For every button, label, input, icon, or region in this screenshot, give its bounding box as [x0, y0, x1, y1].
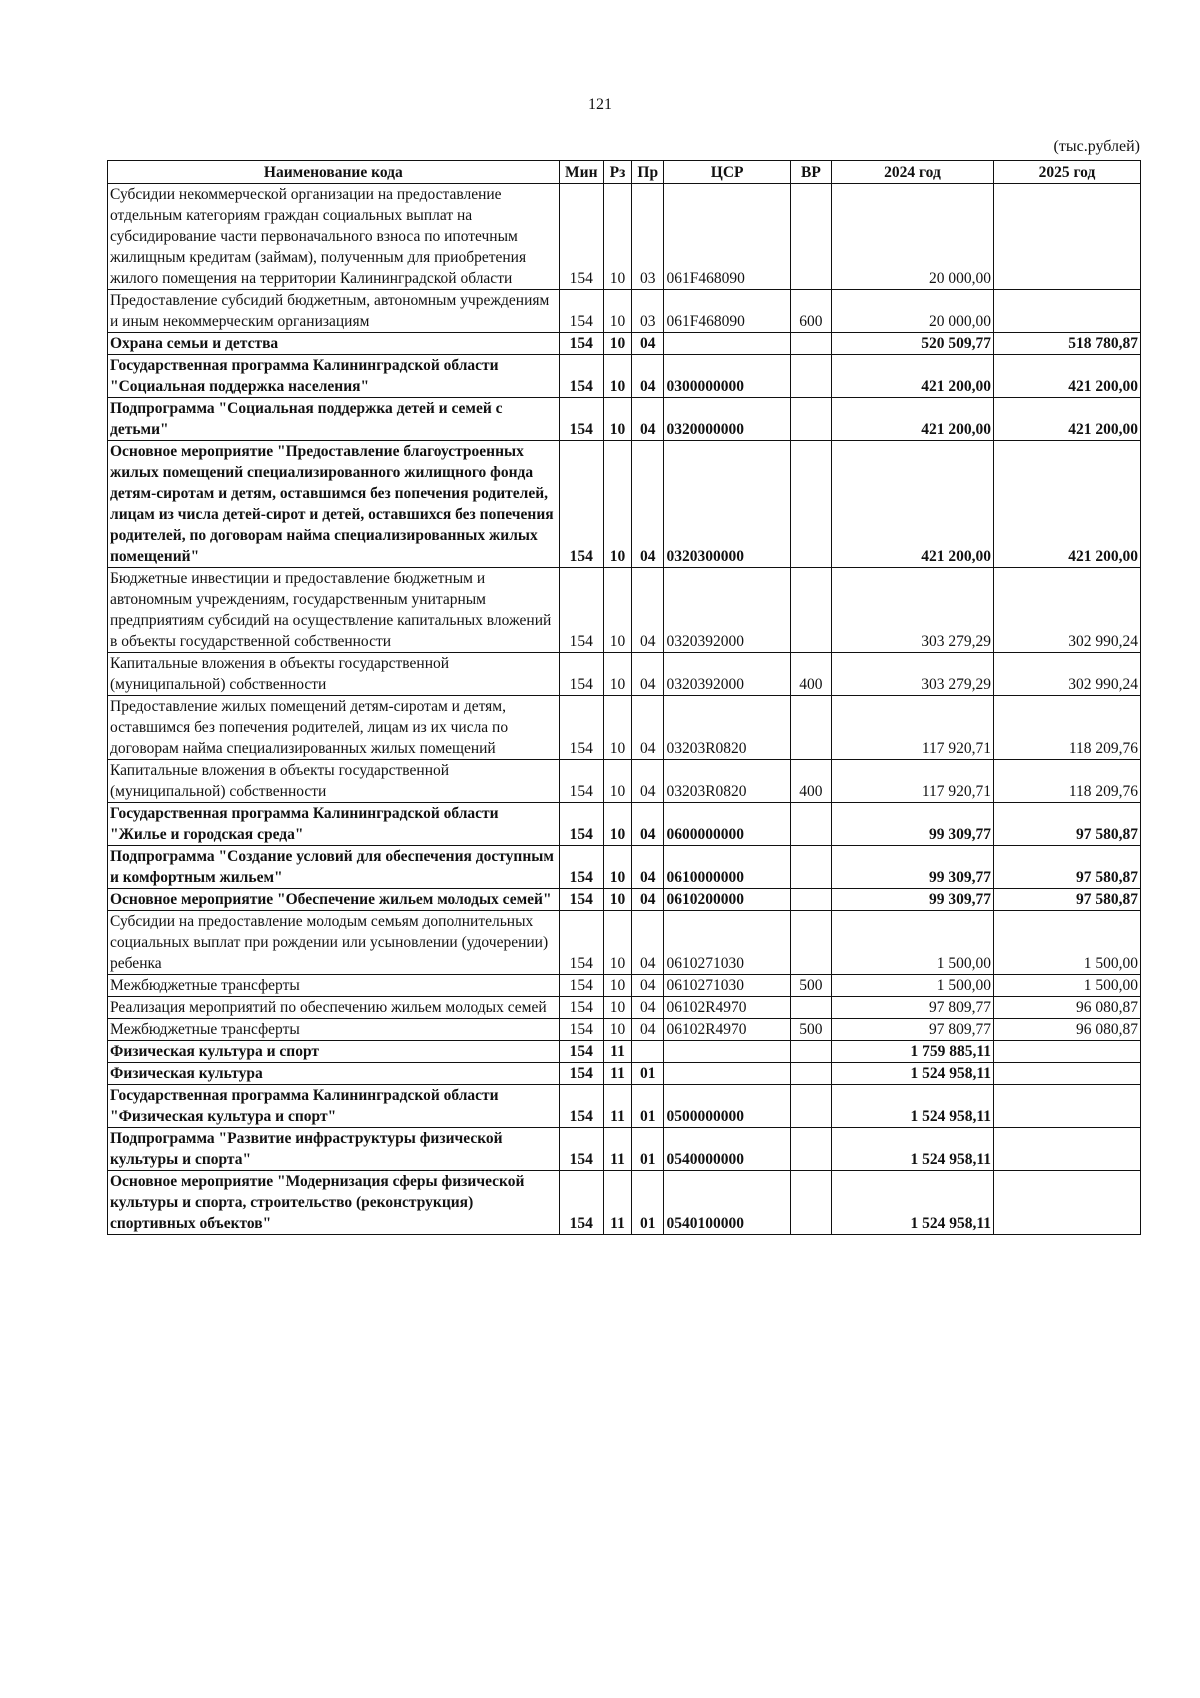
cell-name: Реализация мероприятий по обеспечению жильем молодых семей	[108, 997, 560, 1019]
table-row	[108, 398, 1141, 441]
cell-rz: 10	[603, 398, 631, 441]
cell-2024: 99 309,77	[831, 803, 993, 846]
cell-min: 154	[559, 1041, 603, 1063]
cell-min: 154	[559, 653, 603, 696]
cell-vr	[790, 184, 831, 290]
cell-min: 154	[559, 1063, 603, 1085]
cell-name: Основное мероприятие "Обеспечение жильем молодых семей"	[108, 889, 560, 911]
cell-min: 154	[559, 398, 603, 441]
header-vr: ВР	[790, 161, 831, 184]
cell-rz: 10	[603, 184, 631, 290]
cell-rz: 10	[603, 911, 631, 975]
cell-2025: 118 209,76	[994, 696, 1141, 760]
cell-name: Основное мероприятие "Предоставление благоустроенных жилых помещений специализированного жилищного фонда детям-сиротам и детям, оставшимся без попечения родителей, лицам из числа детей-сирот и детей, оставшихся без попечения родителей, по договорам найма специализированных жилых помещений"	[108, 441, 560, 568]
cell-name: Охрана семьи и детства	[108, 333, 560, 355]
cell-name: Физическая культура и спорт	[108, 1041, 560, 1063]
cell-vr	[790, 889, 831, 911]
cell-csr: 0320300000	[664, 441, 790, 568]
cell-pr: 04	[632, 653, 664, 696]
cell-rz: 11	[603, 1128, 631, 1171]
cell-min: 154	[559, 568, 603, 653]
cell-min: 154	[559, 911, 603, 975]
cell-name: Межбюджетные трансферты	[108, 1019, 560, 1041]
table-row	[108, 184, 1141, 290]
cell-pr: 04	[632, 889, 664, 911]
cell-2025: 96 080,87	[994, 1019, 1141, 1041]
table-row	[108, 846, 1141, 889]
cell-pr: 01	[632, 1128, 664, 1171]
cell-min: 154	[559, 889, 603, 911]
cell-pr: 04	[632, 568, 664, 653]
cell-2025: 97 580,87	[994, 846, 1141, 889]
cell-min: 154	[559, 1128, 603, 1171]
cell-2025: 302 990,24	[994, 653, 1141, 696]
cell-name: Субсидии некоммерческой организации на предоставление отдельным категориям граждан социальных выплат на субсидирование части первоначального взноса по ипотечным жилищным кредитам (займам), полученным для приобретения жилого помещения на территории Калининградской области	[108, 184, 560, 290]
cell-2025	[994, 1041, 1141, 1063]
cell-2025: 97 580,87	[994, 803, 1141, 846]
cell-2025	[994, 1128, 1141, 1171]
cell-vr	[790, 1085, 831, 1128]
header-2025: 2025 год	[994, 161, 1141, 184]
cell-2024: 303 279,29	[831, 653, 993, 696]
cell-rz: 10	[603, 653, 631, 696]
cell-csr: 06102R4970	[664, 1019, 790, 1041]
cell-min: 154	[559, 1171, 603, 1235]
table-row	[108, 355, 1141, 398]
cell-2025: 1 500,00	[994, 975, 1141, 997]
cell-csr: 061F468090	[664, 184, 790, 290]
cell-name: Государственная программа Калининградской области "Физическая культура и спорт"	[108, 1085, 560, 1128]
cell-csr: 06102R4970	[664, 997, 790, 1019]
cell-csr: 0320000000	[664, 398, 790, 441]
cell-pr: 04	[632, 696, 664, 760]
cell-pr: 03	[632, 290, 664, 333]
cell-pr: 04	[632, 911, 664, 975]
cell-vr	[790, 355, 831, 398]
cell-2025: 518 780,87	[994, 333, 1141, 355]
cell-vr	[790, 846, 831, 889]
cell-name: Субсидии на предоставление молодым семьям дополнительных социальных выплат при рождении или усыновлении (удочерении) ребенка	[108, 911, 560, 975]
cell-min: 154	[559, 184, 603, 290]
cell-name: Межбюджетные трансферты	[108, 975, 560, 997]
table-body	[108, 184, 1141, 1235]
units-label: (тыс.рублей)	[1053, 138, 1140, 155]
cell-rz: 10	[603, 846, 631, 889]
cell-min: 154	[559, 290, 603, 333]
cell-vr	[790, 333, 831, 355]
cell-2024: 1 500,00	[831, 911, 993, 975]
cell-csr: 0540000000	[664, 1128, 790, 1171]
table-row	[108, 975, 1141, 997]
cell-rz: 11	[603, 1085, 631, 1128]
cell-pr	[632, 1041, 664, 1063]
cell-rz: 10	[603, 290, 631, 333]
cell-pr: 04	[632, 975, 664, 997]
table-row	[108, 760, 1141, 803]
cell-2024: 421 200,00	[831, 398, 993, 441]
cell-name: Подпрограмма "Социальная поддержка детей и семей с детьми"	[108, 398, 560, 441]
cell-vr	[790, 568, 831, 653]
header-rz: Рз	[603, 161, 631, 184]
table-row	[108, 997, 1141, 1019]
cell-vr	[790, 696, 831, 760]
cell-2024: 303 279,29	[831, 568, 993, 653]
cell-2024: 20 000,00	[831, 290, 993, 333]
cell-vr: 500	[790, 1019, 831, 1041]
cell-2024: 421 200,00	[831, 441, 993, 568]
table-row	[108, 1063, 1141, 1085]
cell-vr	[790, 1041, 831, 1063]
cell-pr: 04	[632, 333, 664, 355]
cell-min: 154	[559, 333, 603, 355]
cell-pr: 01	[632, 1063, 664, 1085]
cell-csr	[664, 333, 790, 355]
cell-csr: 0320392000	[664, 653, 790, 696]
table-row	[108, 441, 1141, 568]
budget-table	[107, 160, 1141, 1235]
cell-2024: 1 759 885,11	[831, 1041, 993, 1063]
cell-vr	[790, 1128, 831, 1171]
cell-rz: 11	[603, 1041, 631, 1063]
cell-name: Физическая культура	[108, 1063, 560, 1085]
cell-pr: 03	[632, 184, 664, 290]
cell-rz: 10	[603, 441, 631, 568]
cell-csr: 0320392000	[664, 568, 790, 653]
cell-name: Основное мероприятие "Модернизация сферы физической культуры и спорта, строительство (реконструкция) спортивных объектов"	[108, 1171, 560, 1235]
cell-2025	[994, 290, 1141, 333]
cell-2024: 1 524 958,11	[831, 1063, 993, 1085]
cell-min: 154	[559, 760, 603, 803]
cell-vr	[790, 1171, 831, 1235]
cell-csr: 0610200000	[664, 889, 790, 911]
cell-2024: 1 524 958,11	[831, 1171, 993, 1235]
cell-csr: 03203R0820	[664, 760, 790, 803]
header-row	[108, 161, 1141, 184]
cell-vr: 400	[790, 653, 831, 696]
cell-2024: 520 509,77	[831, 333, 993, 355]
cell-vr	[790, 441, 831, 568]
cell-2024: 117 920,71	[831, 760, 993, 803]
cell-rz: 10	[603, 760, 631, 803]
table-row	[108, 1041, 1141, 1063]
cell-csr: 0600000000	[664, 803, 790, 846]
cell-pr: 01	[632, 1085, 664, 1128]
table-row	[108, 889, 1141, 911]
cell-rz: 10	[603, 997, 631, 1019]
cell-pr: 04	[632, 846, 664, 889]
cell-2024: 97 809,77	[831, 997, 993, 1019]
cell-name: Бюджетные инвестиции и предоставление бюджетным и автономным учреждениям, государственным унитарным предприятиям субсидий на осуществление капитальных вложений в объекты государственной собственности	[108, 568, 560, 653]
cell-2024: 1 524 958,11	[831, 1085, 993, 1128]
cell-name: Государственная программа Калининградской области "Социальная поддержка населения"	[108, 355, 560, 398]
header-csr: ЦСР	[664, 161, 790, 184]
table-row	[108, 1085, 1141, 1128]
cell-pr: 04	[632, 760, 664, 803]
cell-min: 154	[559, 803, 603, 846]
cell-pr: 04	[632, 1019, 664, 1041]
cell-pr: 04	[632, 803, 664, 846]
table-row	[108, 803, 1141, 846]
cell-2025	[994, 1171, 1141, 1235]
cell-min: 154	[559, 441, 603, 568]
cell-2024: 1 500,00	[831, 975, 993, 997]
cell-name: Предоставление субсидий бюджетным, автономным учреждениям и иным некоммерческим организациям	[108, 290, 560, 333]
cell-2024: 99 309,77	[831, 889, 993, 911]
cell-csr: 03203R0820	[664, 696, 790, 760]
cell-pr: 04	[632, 441, 664, 568]
header-min: Мин	[559, 161, 603, 184]
cell-rz: 10	[603, 1019, 631, 1041]
cell-vr	[790, 997, 831, 1019]
table-row	[108, 1171, 1141, 1235]
cell-2025: 302 990,24	[994, 568, 1141, 653]
cell-name: Подпрограмма "Создание условий для обеспечения доступным и комфортным жильем"	[108, 846, 560, 889]
cell-vr	[790, 398, 831, 441]
cell-pr: 04	[632, 398, 664, 441]
cell-2025	[994, 184, 1141, 290]
cell-2025: 96 080,87	[994, 997, 1141, 1019]
cell-pr: 04	[632, 355, 664, 398]
cell-csr: 0610271030	[664, 975, 790, 997]
cell-min: 154	[559, 975, 603, 997]
cell-min: 154	[559, 997, 603, 1019]
cell-vr: 500	[790, 975, 831, 997]
cell-2024: 421 200,00	[831, 355, 993, 398]
table-row	[108, 333, 1141, 355]
cell-min: 154	[559, 1019, 603, 1041]
table-row	[108, 568, 1141, 653]
cell-rz: 10	[603, 803, 631, 846]
cell-rz: 11	[603, 1063, 631, 1085]
cell-rz: 10	[603, 333, 631, 355]
page-number: 121	[588, 96, 612, 113]
cell-vr: 400	[790, 760, 831, 803]
cell-pr: 04	[632, 997, 664, 1019]
cell-csr	[664, 1063, 790, 1085]
cell-csr: 0540100000	[664, 1171, 790, 1235]
cell-vr	[790, 911, 831, 975]
cell-vr	[790, 1063, 831, 1085]
cell-2025: 1 500,00	[994, 911, 1141, 975]
header-2024: 2024 год	[831, 161, 993, 184]
cell-2024: 117 920,71	[831, 696, 993, 760]
cell-2025: 118 209,76	[994, 760, 1141, 803]
table-row	[108, 911, 1141, 975]
cell-name: Подпрограмма "Развитие инфраструктуры физической культуры и спорта"	[108, 1128, 560, 1171]
cell-csr: 0300000000	[664, 355, 790, 398]
cell-2025: 421 200,00	[994, 398, 1141, 441]
cell-2024: 99 309,77	[831, 846, 993, 889]
header-pr: Пр	[632, 161, 664, 184]
cell-rz: 11	[603, 1171, 631, 1235]
cell-name: Капитальные вложения в объекты государственной (муниципальной) собственности	[108, 760, 560, 803]
cell-vr	[790, 803, 831, 846]
cell-name: Государственная программа Калининградской области "Жилье и городская среда"	[108, 803, 560, 846]
cell-min: 154	[559, 696, 603, 760]
cell-name: Капитальные вложения в объекты государственной (муниципальной) собственности	[108, 653, 560, 696]
table-row	[108, 1019, 1141, 1041]
cell-2025: 421 200,00	[994, 355, 1141, 398]
cell-pr: 01	[632, 1171, 664, 1235]
table-row	[108, 653, 1141, 696]
cell-rz: 10	[603, 889, 631, 911]
cell-2025	[994, 1063, 1141, 1085]
cell-2025: 421 200,00	[994, 441, 1141, 568]
cell-2024: 1 524 958,11	[831, 1128, 993, 1171]
cell-csr: 061F468090	[664, 290, 790, 333]
cell-2024: 20 000,00	[831, 184, 993, 290]
cell-csr	[664, 1041, 790, 1063]
table-row	[108, 1128, 1141, 1171]
cell-rz: 10	[603, 568, 631, 653]
table-row	[108, 290, 1141, 333]
cell-2025: 97 580,87	[994, 889, 1141, 911]
cell-2025	[994, 1085, 1141, 1128]
cell-csr: 0610000000	[664, 846, 790, 889]
cell-rz: 10	[603, 975, 631, 997]
cell-min: 154	[559, 355, 603, 398]
cell-vr: 600	[790, 290, 831, 333]
cell-rz: 10	[603, 696, 631, 760]
cell-2024: 97 809,77	[831, 1019, 993, 1041]
cell-name: Предоставление жилых помещений детям-сиротам и детям, оставшимся без попечения родителей, лицам из их числа по договорам найма специализированных жилых помещений	[108, 696, 560, 760]
cell-min: 154	[559, 1085, 603, 1128]
table-row	[108, 696, 1141, 760]
cell-csr: 0610271030	[664, 911, 790, 975]
header-name: Наименование кода	[108, 161, 560, 184]
cell-rz: 10	[603, 355, 631, 398]
cell-min: 154	[559, 846, 603, 889]
cell-csr: 0500000000	[664, 1085, 790, 1128]
